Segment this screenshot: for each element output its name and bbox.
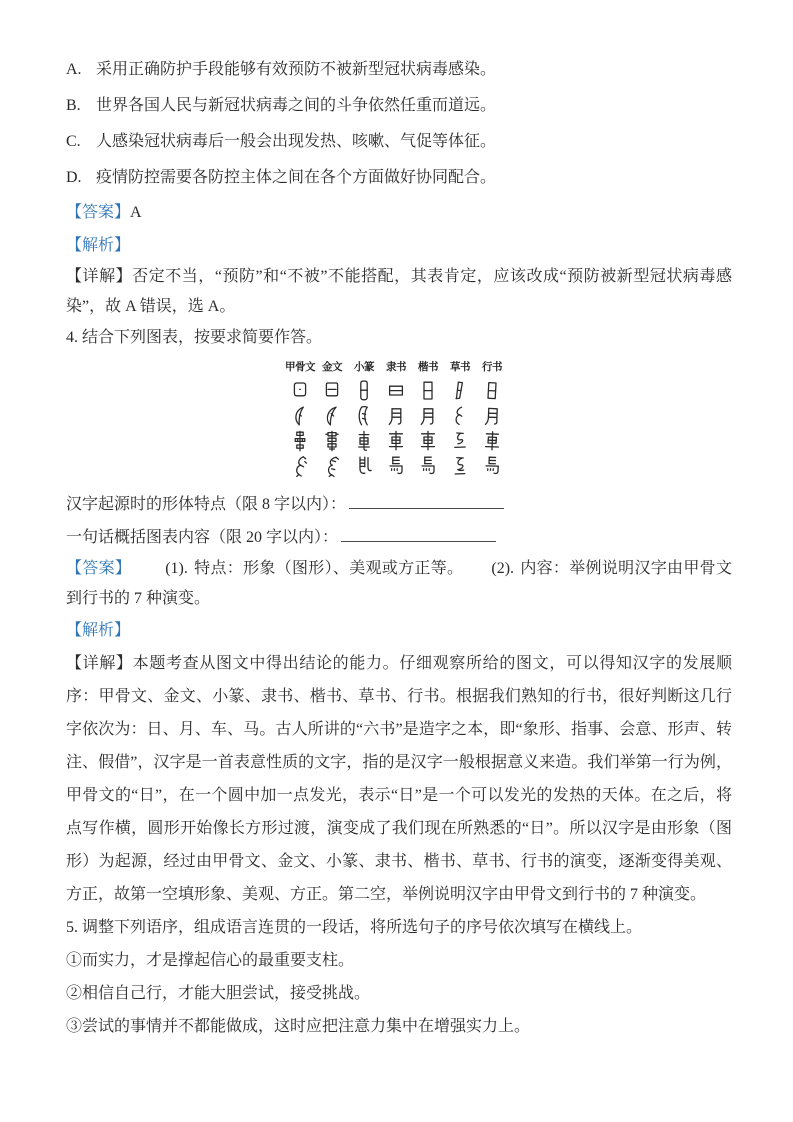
q4-answer-paragraph xyxy=(66,554,732,614)
option-c xyxy=(66,124,732,160)
option-d xyxy=(66,160,732,196)
q4-answer-item1-num: (1). xyxy=(165,560,188,577)
character-evolution-chart xyxy=(284,358,514,478)
glyph-cell xyxy=(412,378,444,403)
script-column-header: 隶书 xyxy=(386,362,406,373)
script-column-header: 楷书 xyxy=(418,362,438,373)
script-column-header: 草书 xyxy=(450,362,470,373)
glyph-cell xyxy=(444,403,476,428)
option-c-text: 人感染冠状病毒后一般会出现发热、咳嗽、气促等体征。 xyxy=(96,133,497,150)
glyph-row-月 xyxy=(284,403,514,428)
q5-stem: 5. 调整下列语序，组成语言连贯的一段话，将所选句子的序号依次填写在横线上。 xyxy=(66,919,643,936)
q4-stem: 4. 结合下列图表，按要求简要作答。 xyxy=(66,329,323,346)
glyph-cell xyxy=(476,428,508,453)
option-c-label: C. xyxy=(66,133,81,150)
q4-blank2-label: 一句话概括图表内容（限 20 字以内）： xyxy=(66,529,339,546)
option-d-label: D. xyxy=(66,169,82,186)
glyph-cell xyxy=(476,378,508,403)
q3-detail-paragraph: 【详解】否定不当，“预防”和“不被”不能搭配，其表肯定，应该改成“预防被新型冠状病毒感染”，故 A 错误，选 A。 xyxy=(66,268,732,315)
glyph-cell xyxy=(476,453,508,478)
option-b xyxy=(66,88,732,124)
script-column-header: 行书 xyxy=(482,362,502,373)
script-column-header: 小篆 xyxy=(354,362,374,373)
glyph-cell xyxy=(348,453,380,478)
q4-blank2-underline xyxy=(341,526,496,542)
page-content xyxy=(66,52,732,1043)
glyph-cell xyxy=(380,453,412,478)
option-a-label: A. xyxy=(66,61,82,78)
glyph-cell xyxy=(316,378,348,403)
script-table-body xyxy=(284,378,514,478)
glyph-cell xyxy=(316,453,348,478)
q5-sentence-2: ②相信自己行，才能大胆尝试，接受挑战。 xyxy=(66,985,371,1002)
glyph-cell xyxy=(380,428,412,453)
q3-analysis-line xyxy=(66,229,732,262)
q4-answer-item1-text: 特点：形象（图形）、美观或方正等。 xyxy=(193,560,464,577)
q3-answer-line xyxy=(66,196,732,229)
glyph-cell xyxy=(284,453,316,478)
glyph-cell xyxy=(444,428,476,453)
glyph-cell xyxy=(412,428,444,453)
glyph-cell xyxy=(348,403,380,428)
glyph-cell xyxy=(284,428,316,453)
option-a-text: 采用正确防护手段能够有效预防不被新型冠状病毒感染。 xyxy=(96,61,497,78)
q4-blank1-line xyxy=(66,488,732,521)
q4-blank1-label: 汉字起源时的形体特点（限 8 字以内）： xyxy=(66,496,347,513)
q4-analysis-line xyxy=(66,614,732,647)
q3-answer-label: 【答案】 xyxy=(66,204,131,221)
q5-sentence-1: ①而实力，才是撑起信心的最重要支柱。 xyxy=(66,952,355,969)
glyph-cell xyxy=(412,403,444,428)
glyph-cell xyxy=(444,378,476,403)
q4-analysis-label: 【解析】 xyxy=(66,622,131,639)
q4-blank1-underline xyxy=(349,493,504,509)
glyph-cell xyxy=(316,403,348,428)
glyph-cell xyxy=(284,378,316,403)
q3-answer-value: A xyxy=(130,204,142,221)
glyph-cell xyxy=(380,378,412,403)
q4-blank2-line xyxy=(66,521,732,554)
glyph-row-日 xyxy=(284,378,514,403)
q4-answer-label: 【答案】 xyxy=(66,560,132,577)
q4-answer-item2-num: (2). xyxy=(491,560,515,577)
q4-answer-item2-text: 内容：举例说明汉字由甲骨文到行书的 7 种演变。 xyxy=(66,560,732,607)
glyph-cell xyxy=(284,403,316,428)
glyph-cell xyxy=(380,403,412,428)
glyph-cell xyxy=(412,453,444,478)
glyph-cell xyxy=(348,428,380,453)
glyph-row-车 xyxy=(284,428,514,453)
glyph-cell xyxy=(476,403,508,428)
script-table-header xyxy=(284,358,514,378)
q5-sentence-3: ③尝试的事情并不都能做成，这时应把注意力集中在增强实力上。 xyxy=(66,1018,531,1035)
glyph-row-马 xyxy=(284,453,514,478)
q4-detail-paragraph: 【详解】本题考查从图文中得出结论的能力。仔细观察所给的图文，可以得知汉字的发展顺序：甲骨文、金文、小篆、隶书、楷书、草书、行书。根据我们熟知的行书，很好判断这几行字依次为：日、月、车、马。古人所讲的“六书”是造字之本，即“象形、指事、会意、形声、转注、假借”，汉字是一首表意性质的文字，指的是汉字一般根据意义来造。我们举第一行为例，甲骨文的“日”，在一个圆中加一点发光，表示“日”是一个可以发光的发热的天体。在之后，将点写作横，圆形开始像长方形过渡，演变成了我们现在所熟悉的“日”。所以汉字是由形象（图形）为起源，经过由甲骨文、金文、小篆、隶书、楷书、草书、行书的演变，逐渐变得美观、方正，故第一空填形象、美观、方正。第二空，举例说明汉字由甲骨文到行书的 7 种演变。 xyxy=(66,655,732,903)
q3-analysis-label: 【解析】 xyxy=(66,237,131,254)
option-d-text: 疫情防控需要各防控主体之间在各个方面做好协同配合。 xyxy=(96,169,497,186)
option-b-label: B. xyxy=(66,97,81,114)
glyph-cell xyxy=(316,428,348,453)
option-a xyxy=(66,52,732,88)
glyph-cell xyxy=(348,378,380,403)
script-column-header: 甲骨文 xyxy=(285,362,315,373)
option-b-text: 世界各国人民与新冠状病毒之间的斗争依然任重而道远。 xyxy=(96,97,497,114)
script-column-header: 金文 xyxy=(322,362,342,373)
glyph-cell xyxy=(444,453,476,478)
